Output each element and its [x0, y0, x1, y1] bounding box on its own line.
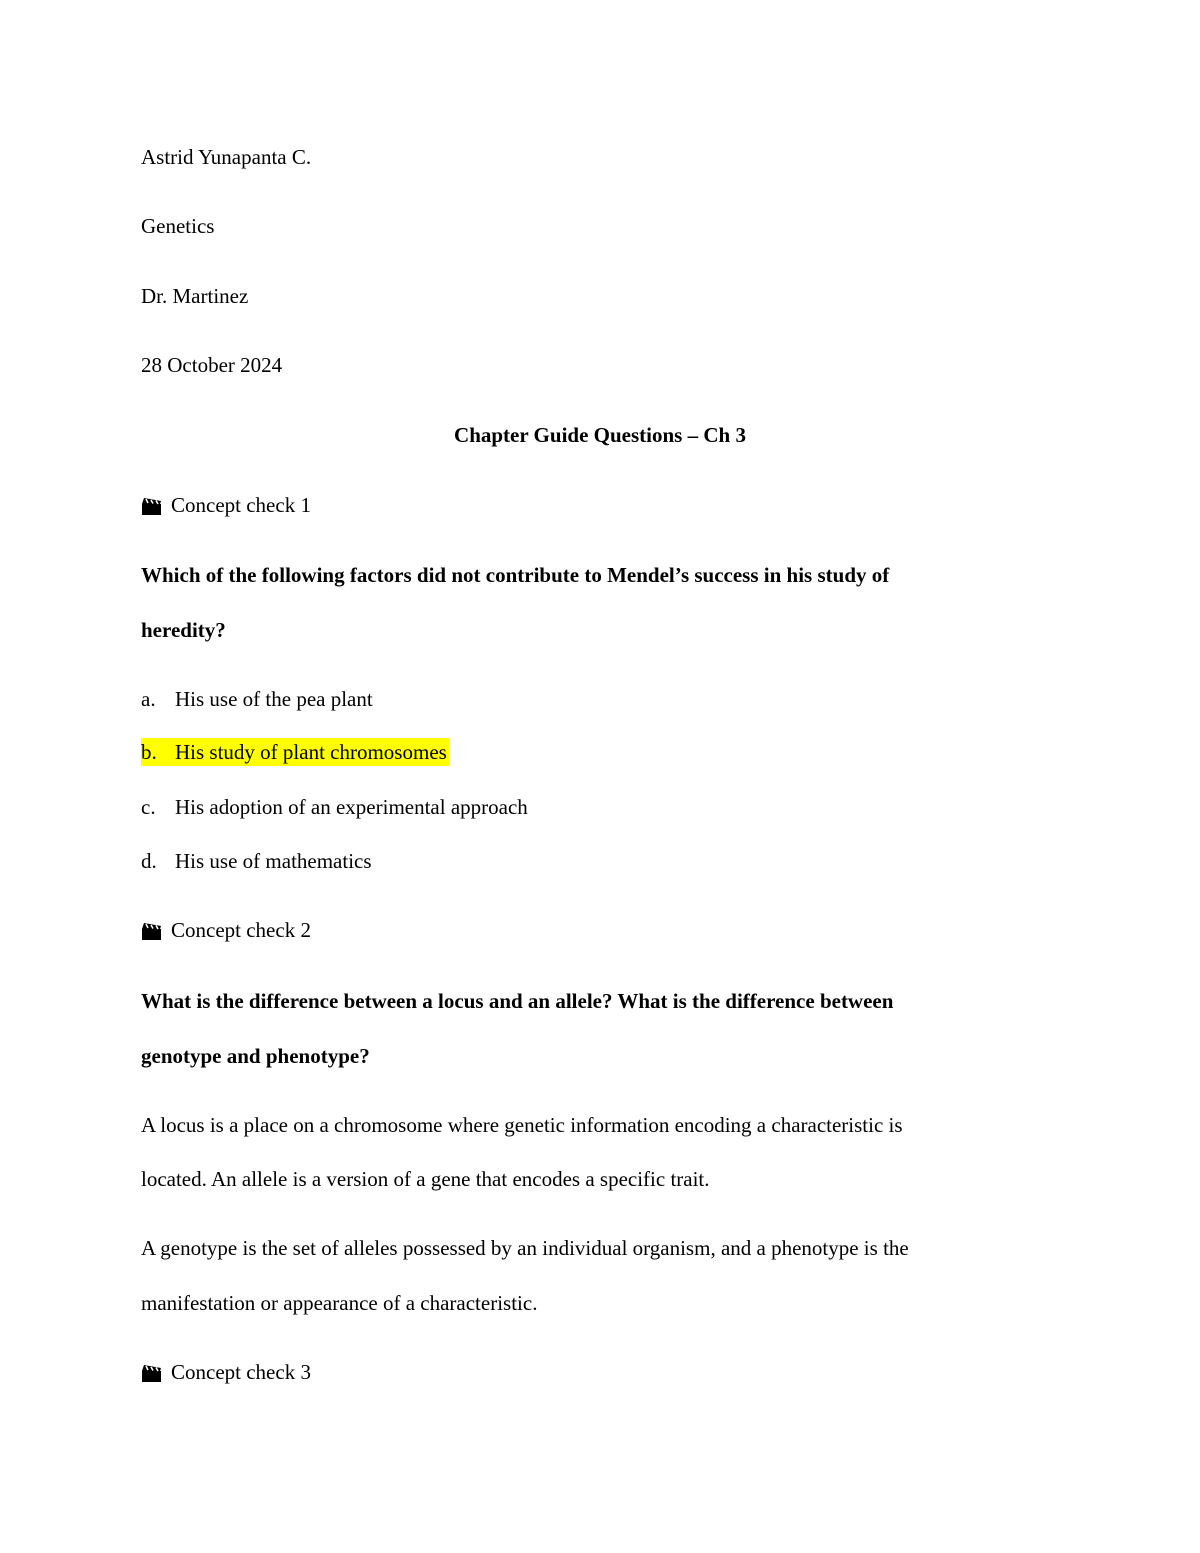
option-a	[141, 685, 373, 713]
concept-check-3-label: Concept check 3	[171, 1360, 311, 1384]
question-2-line-1: What is the difference between a locus and an allele? What is the difference between	[141, 989, 894, 1013]
concept-check-3-heading	[141, 1358, 311, 1386]
answer-1-line-1: A locus is a place on a chromosome where genetic information encoding a characteristic is	[141, 1113, 903, 1137]
instructor-name: Dr. Martinez	[141, 284, 249, 308]
concept-check-1-heading	[141, 491, 311, 519]
option-a-text: His use of the pea plant	[175, 687, 373, 711]
question-1-line-2: heredity?	[141, 618, 226, 642]
author-name: Astrid Yunapanta C.	[141, 145, 312, 169]
option-d	[141, 847, 372, 875]
option-b-letter: b.	[141, 740, 157, 764]
option-d-text: His use of mathematics	[175, 849, 372, 873]
option-a-letter: a.	[141, 687, 156, 711]
answer-2-line-1: A genotype is the set of alleles possessed by an individual organism, and a phenotype is the	[141, 1236, 909, 1260]
course-name: Genetics	[141, 214, 215, 238]
concept-check-2-label: Concept check 2	[171, 918, 311, 942]
clapperboard-icon	[141, 921, 163, 941]
concept-check-1-label: Concept check 1	[171, 493, 311, 517]
answer-1-line-2: located. An allele is a version of a gene that encodes a specific trait.	[141, 1167, 710, 1191]
option-c-text: His adoption of an experimental approach	[175, 795, 528, 819]
concept-check-2-heading	[141, 916, 311, 944]
option-d-letter: d.	[141, 849, 157, 873]
answer-2-line-2: manifestation or appearance of a characteristic.	[141, 1291, 538, 1315]
clapperboard-icon	[141, 496, 163, 516]
option-c-letter: c.	[141, 795, 156, 819]
question-2-line-2: genotype and phenotype?	[141, 1044, 370, 1068]
option-b-text: His study of plant chromosomes	[175, 740, 447, 764]
clapperboard-icon	[141, 1363, 163, 1383]
option-c	[141, 793, 528, 821]
option-b-highlighted	[141, 738, 449, 766]
document-date: 28 October 2024	[141, 353, 283, 377]
document-title: Chapter Guide Questions – Ch 3	[454, 423, 746, 447]
question-1-line-1: Which of the following factors did not contribute to Mendel’s success in his study of	[141, 563, 890, 587]
